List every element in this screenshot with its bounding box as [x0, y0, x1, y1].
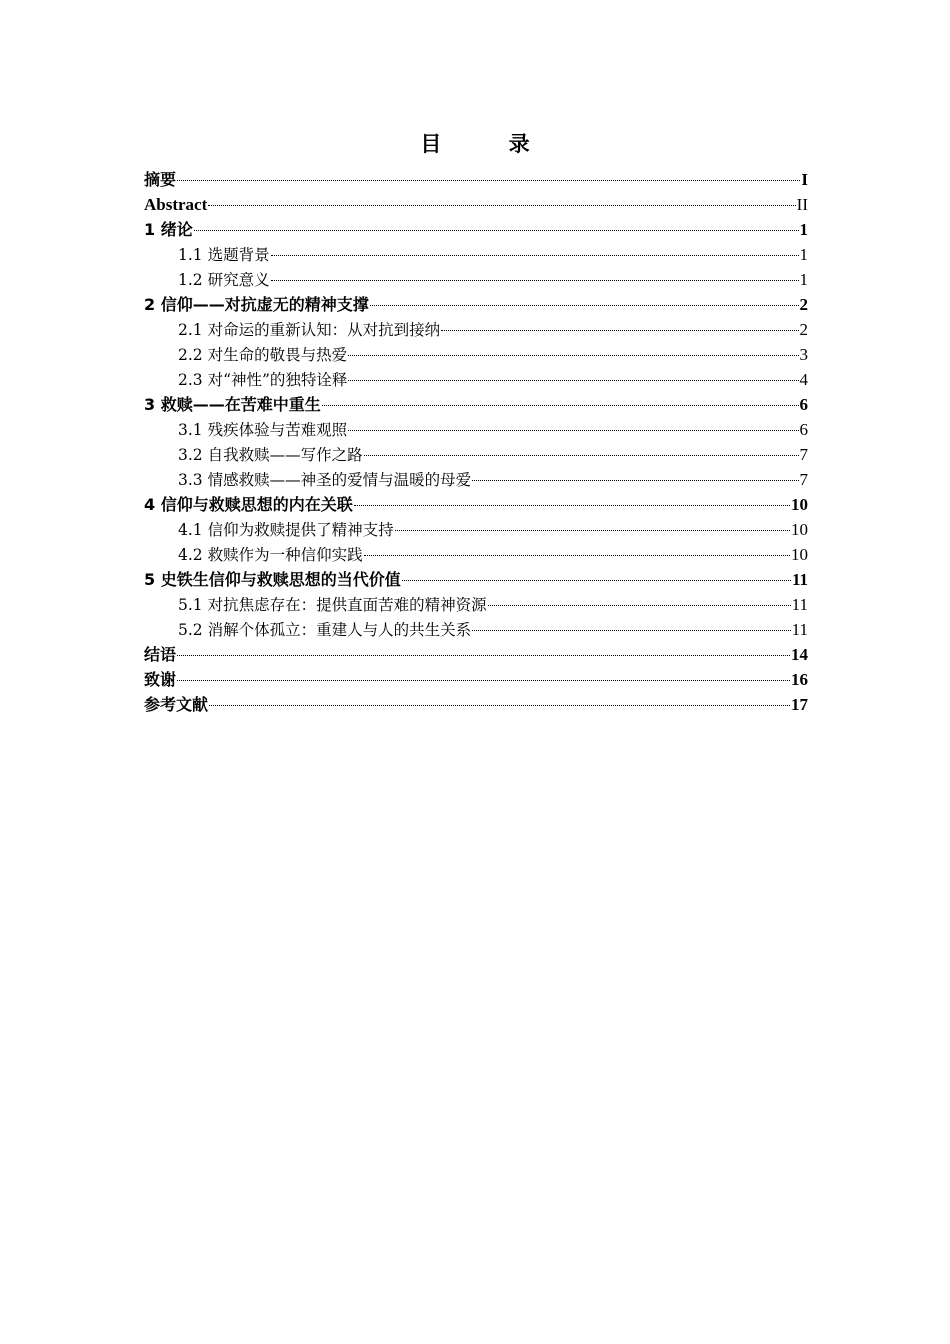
toc-entry-label: 5.1 对抗焦虑存在：提供直面苦难的精神资源 [178, 596, 487, 614]
toc-entry-label: 3.3 情感救赎——神圣的爱情与温暖的母爱 [178, 471, 472, 489]
toc-entry-page: I [801, 170, 808, 189]
dot-leader [472, 480, 798, 481]
toc-entry-page: 3 [799, 345, 808, 364]
toc-entry-section-1-1[interactable] [144, 242, 808, 267]
toc-entry-section-2-1[interactable] [144, 317, 808, 342]
toc-entry-label: 1.1 选题背景 [178, 246, 270, 264]
dot-leader [208, 205, 795, 206]
toc-entry-abstract-cn[interactable] [144, 167, 808, 192]
toc-entry-page: 17 [791, 695, 808, 714]
toc-entry-section-5-1[interactable] [144, 592, 808, 617]
toc-entry-page: 6 [799, 395, 808, 414]
dot-leader [472, 630, 791, 631]
toc-entry-page: 7 [799, 470, 808, 489]
toc-entry-page: 11 [791, 570, 808, 589]
dot-leader [488, 605, 791, 606]
toc-entry-acknowledgements[interactable] [144, 667, 808, 692]
dot-leader [370, 305, 799, 306]
toc-entry-label: 致谢 [144, 670, 177, 689]
dot-leader [348, 430, 798, 431]
toc-entry-page: 11 [791, 595, 808, 614]
toc-entry-page: 10 [791, 520, 808, 539]
toc-entry-chapter-2[interactable] [144, 292, 808, 317]
toc-entry-page: 10 [791, 495, 808, 514]
toc-entry-label: 4.1 信仰为救赎提供了精神支持 [178, 521, 394, 539]
toc-entry-page: 1 [799, 245, 808, 264]
toc-entry-label: 3.1 残疾体验与苦难观照 [178, 421, 348, 439]
toc-entry-label: 2 信仰——对抗虚无的精神支撑 [144, 295, 369, 314]
toc-entry-page: 7 [799, 445, 808, 464]
dot-leader [177, 180, 800, 181]
toc-entry-conclusion[interactable] [144, 642, 808, 667]
toc-entry-chapter-4[interactable] [144, 492, 808, 517]
toc-entry-chapter-3[interactable] [144, 392, 808, 417]
toc-entry-page: 2 [799, 295, 808, 314]
toc-entry-label: 3 救赎——在苦难中重生 [144, 395, 321, 414]
toc-entry-label: 5.2 消解个体孤立：重建人与人的共生关系 [178, 621, 472, 639]
dot-leader [441, 330, 798, 331]
toc-entry-page: 1 [799, 270, 808, 289]
toc-entry-page: 1 [799, 220, 808, 239]
toc-entry-section-2-3[interactable] [144, 367, 808, 392]
toc-entry-section-5-2[interactable] [144, 617, 808, 642]
toc-entry-section-4-1[interactable] [144, 517, 808, 542]
toc-entry-page: 16 [791, 670, 808, 689]
toc-entry-page: 10 [791, 545, 808, 564]
toc-entry-label: 结语 [144, 645, 177, 664]
toc-entry-page: 6 [799, 420, 808, 439]
dot-leader [395, 530, 790, 531]
toc-entry-references[interactable] [144, 692, 808, 717]
dot-leader [348, 355, 798, 356]
toc-entry-section-4-2[interactable] [144, 542, 808, 567]
toc-entry-label: 2.1 对命运的重新认知：从对抗到接纳 [178, 321, 441, 339]
toc-entry-label: 4.2 救赎作为一种信仰实践 [178, 546, 363, 564]
toc-entry-section-3-2[interactable] [144, 442, 808, 467]
dot-leader [354, 505, 790, 506]
toc-entry-section-3-1[interactable] [144, 417, 808, 442]
dot-leader [364, 555, 790, 556]
toc-entry-page: II [796, 195, 808, 214]
toc-entry-label: 摘要 [144, 170, 177, 189]
toc-entry-label: 2.2 对生命的敬畏与热爱 [178, 346, 348, 364]
dot-leader [271, 255, 799, 256]
toc-entry-label: 3.2 自我救赎——写作之路 [178, 446, 363, 464]
toc-entry-label: 1 绪论 [144, 220, 193, 239]
dot-leader [177, 680, 790, 681]
dot-leader [177, 655, 790, 656]
toc-entry-page: 14 [791, 645, 808, 664]
toc-entry-section-1-2[interactable] [144, 267, 808, 292]
toc-entry-label: 参考文献 [144, 695, 209, 714]
toc-entry-chapter-1[interactable] [144, 217, 808, 242]
toc-title: 目 录 [420, 132, 560, 156]
dot-leader [322, 405, 799, 406]
dot-leader [194, 230, 799, 231]
toc-entry-abstract-en[interactable] [144, 192, 808, 217]
toc-entry-section-2-2[interactable] [144, 342, 808, 367]
toc-entry-chapter-5[interactable] [144, 567, 808, 592]
dot-leader [209, 705, 790, 706]
toc-entry-page: 11 [791, 620, 808, 639]
dot-leader [402, 580, 791, 581]
toc-entry-label: 5 史铁生信仰与救赎思想的当代价值 [144, 570, 401, 589]
dot-leader [348, 380, 798, 381]
toc-entry-section-3-3[interactable] [144, 467, 808, 492]
toc-entry-label: Abstract [144, 195, 208, 214]
dot-leader [271, 280, 799, 281]
toc-entry-page: 4 [799, 370, 808, 389]
dot-leader [364, 455, 799, 456]
table-of-contents [144, 167, 808, 717]
toc-entry-label: 4 信仰与救赎思想的内在关联 [144, 495, 353, 514]
toc-entry-label: 1.2 研究意义 [178, 271, 270, 289]
toc-entry-label: 2.3 对“神性”的独特诠释 [178, 371, 348, 389]
toc-entry-page: 2 [799, 320, 808, 339]
